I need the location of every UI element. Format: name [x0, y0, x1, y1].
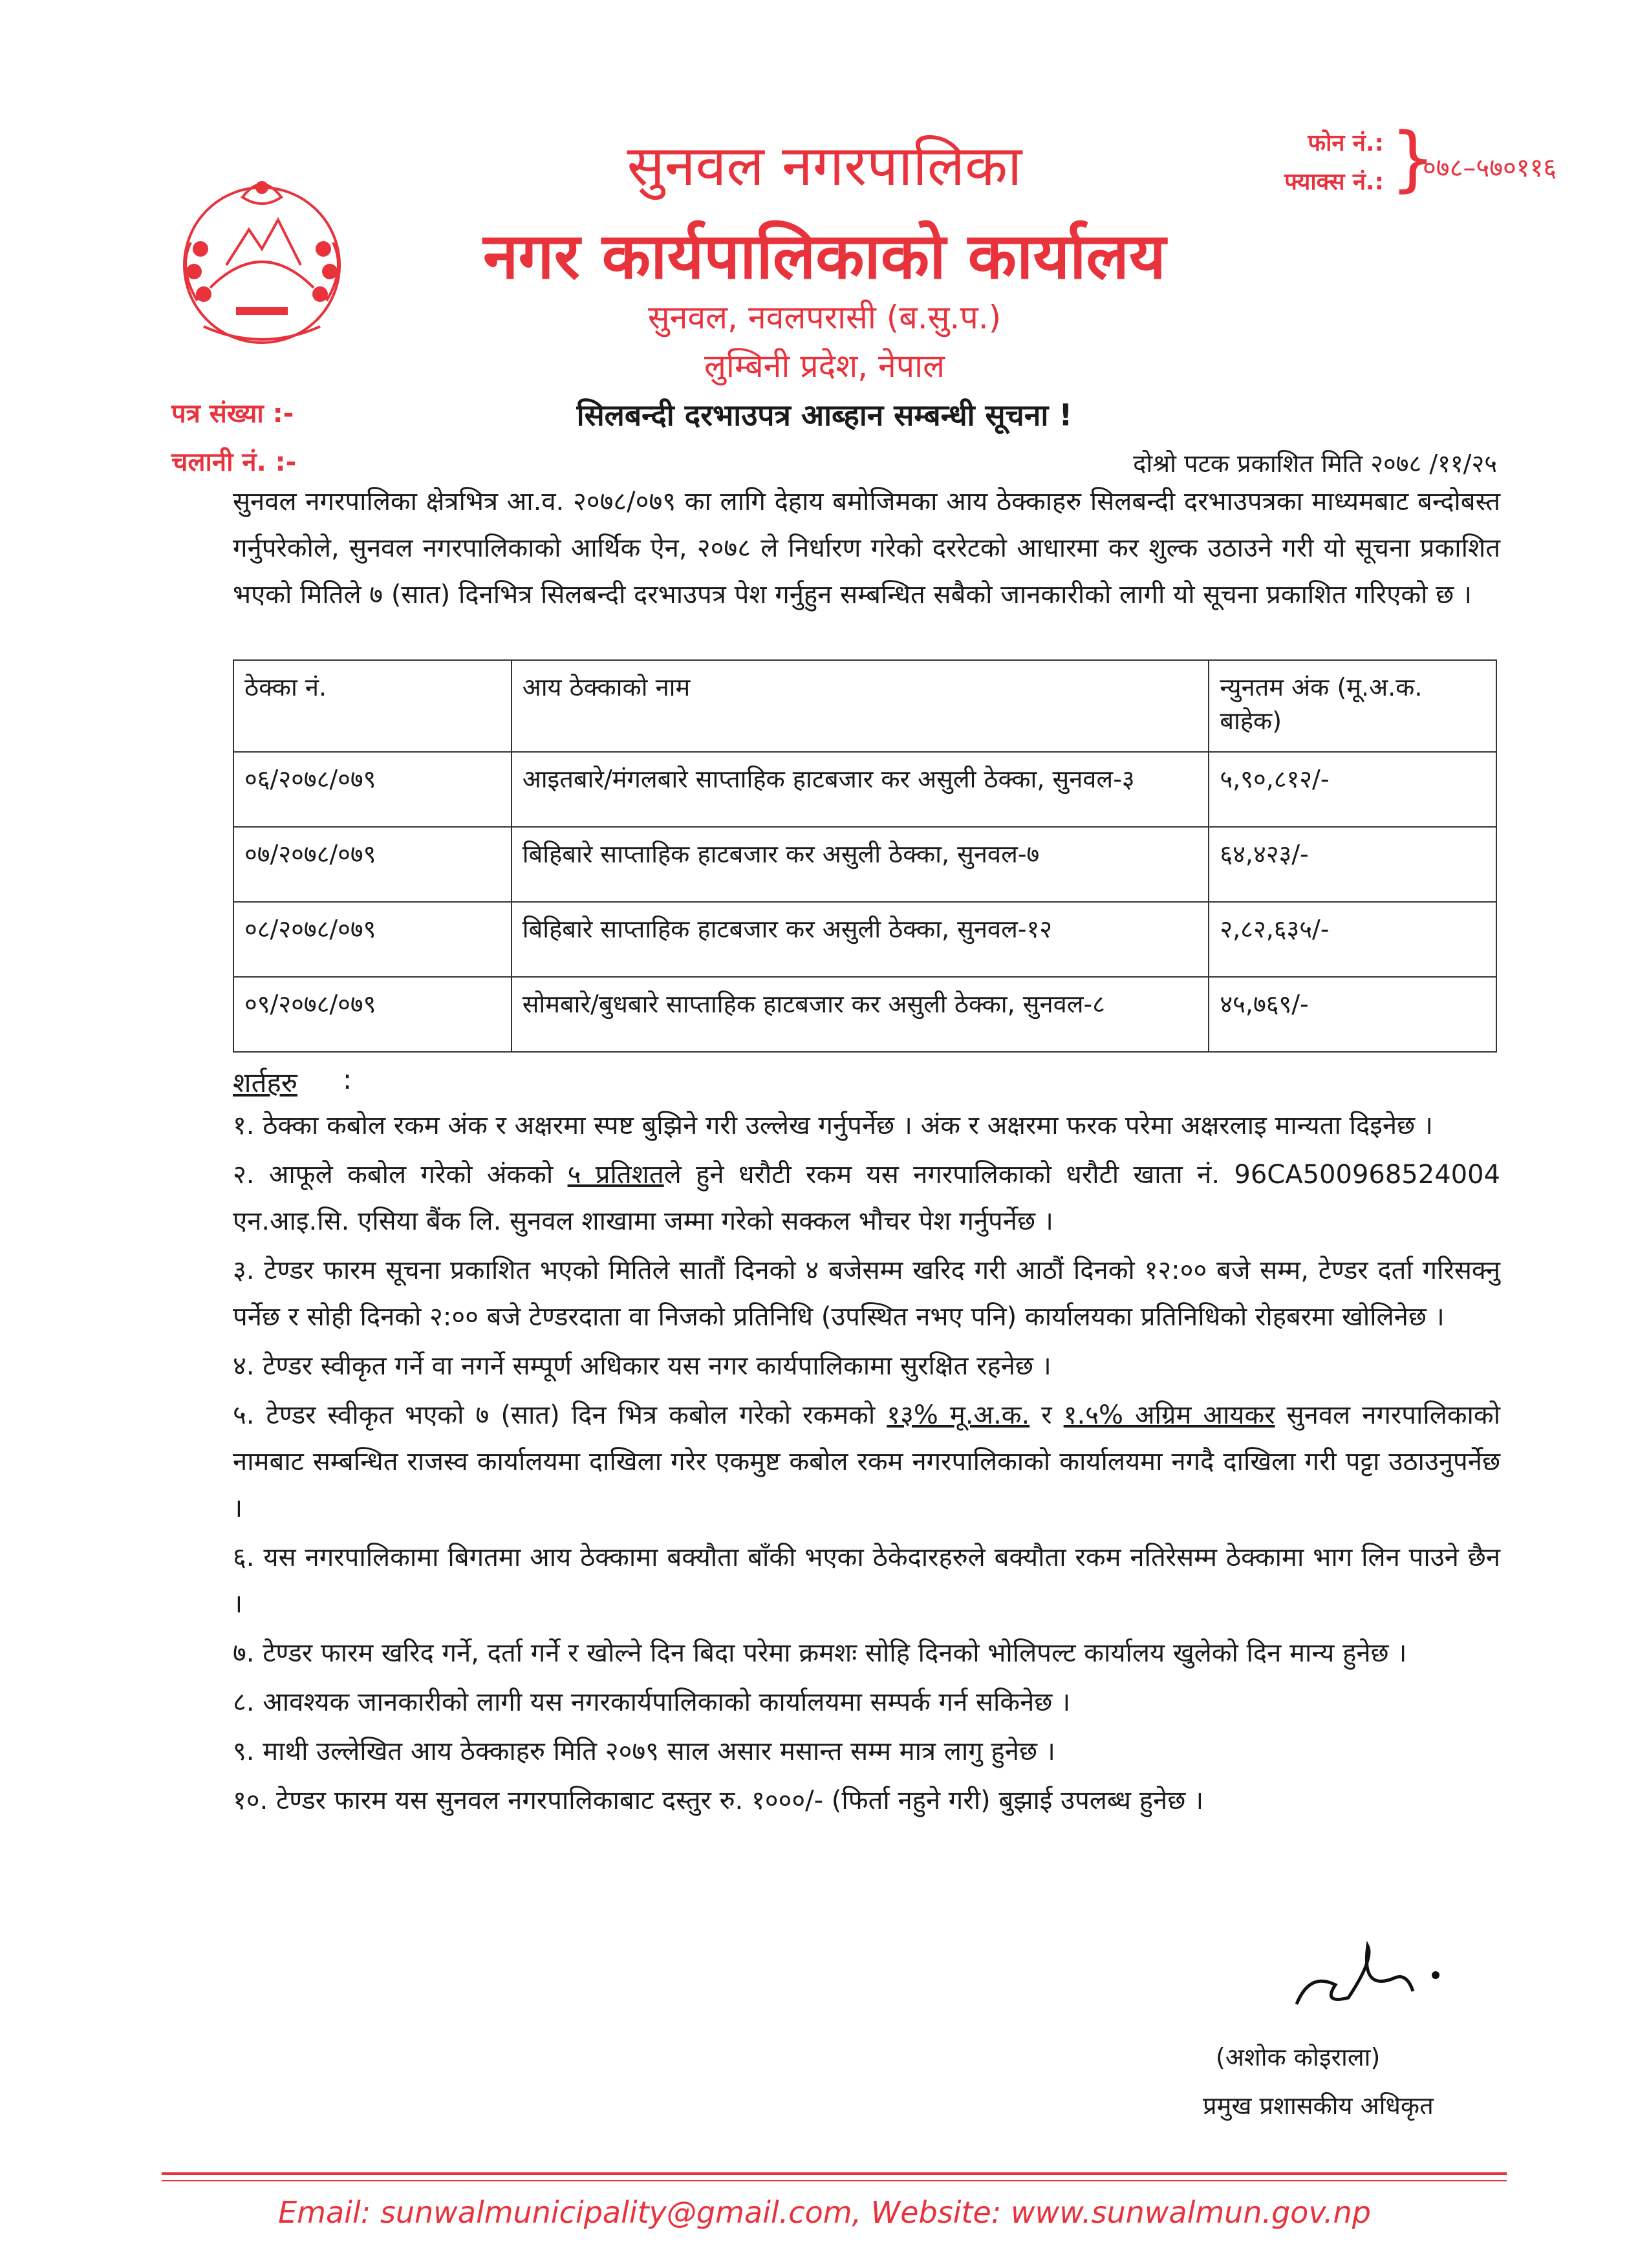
minimum-amount: ६४,४२३/-: [1209, 827, 1496, 902]
brace-icon: }: [1390, 117, 1436, 200]
conditions-list: [233, 1102, 1500, 1826]
contract-name: सोमबारे/बुधबारे साप्ताहिक हाटबजार कर असुली ठेक्का, सुनवल-८: [512, 977, 1209, 1052]
phone-label: फोन नं.:: [1308, 130, 1384, 156]
phone-number: ०७८–५७०११६: [1423, 153, 1557, 183]
minimum-amount: ४५,७६९/-: [1209, 977, 1496, 1052]
municipality-name: सुनवल नगरपालिका: [627, 134, 1022, 198]
table-row: [233, 827, 1496, 902]
intro-paragraph: सुनवल नगरपालिका क्षेत्रभित्र आ.व. २०७८/०७९ का लागि देहाय बमोजिमका आय ठेक्काहरु सिलबन्दी दरभाउपत्रका माध्यमबाट बन्दोबस्त गर्नुपरेकोले, सुनवल नगरपालिकाको आर्थिक ऐन, २०७८ ले निर्धारण गरेको दररेटको आधारमा कर शुल्क उठाउने गरी यो सूचना प्रकाशित भएको मितिले ७ (सात) दिनभित्र सिलबन्दी दरभाउपत्र पेश गर्नुहुन सम्बन्धित सबैको जानकारीको लागी यो सूचना प्रकाशित गरिएको छ ।: [233, 487, 1500, 610]
office-name: नगर कार्यपालिकाको कार्यालय: [483, 220, 1166, 294]
condition-9: ९. माथी उल्लेखित आय ठेक्काहरु मिति २०७९ साल असार मसान्त सम्म मात्र लागु हुनेछ ।: [233, 1737, 1055, 1766]
contracts-table: [233, 659, 1497, 1053]
footer-contact: Email: sunwalmunicipality@gmail.com, Website: www.sunwalmun.gov.np: [278, 2195, 1371, 2230]
published-date: दोश्रो पटक प्रकाशित मिति २०७८ /११/२५: [1133, 449, 1497, 478]
column-header: न्युनतम अंक (मू.अ.क. बाहेक): [1209, 660, 1496, 752]
column-header: आय ठेक्काको नाम: [512, 660, 1209, 752]
condition-5: [233, 1392, 1500, 1532]
notice-title: सिलबन्दी दरभाउपत्र आब्हान सम्बन्धी सूचना !: [576, 398, 1073, 433]
contract-name: बिहिबारे साप्ताहिक हाटबजार कर असुली ठेक्का, सुनवल-७: [512, 827, 1209, 902]
table-row: [233, 977, 1496, 1052]
contract-name: आइतबारे/मंगलबारे साप्ताहिक हाटबजार कर असुली ठेक्का, सुनवल-३: [512, 752, 1209, 827]
condition-1: १. ठेक्का कबोल रकम अंक र अक्षरमा स्पष्ट बुझिने गरी उल्लेख गर्नुपर्नेछ । अंक र अक्षरमा फरक परेमा अक्षरलाइ मान्यता दिइनेछ ।: [233, 1111, 1433, 1140]
condition-2-text: २. आफूले कबोल गरेको अंकको: [233, 1160, 568, 1190]
condition-2-underlined: ५ प्रतिशत: [567, 1160, 664, 1190]
condition-3: ३. टेण्डर फारम सूचना प्रकाशित भएको मितिले सातौं दिनको ४ बजेसम्म खरिद गरी आठौं दिनको १२:०० बजे सम्म, टेण्डर दर्ता गरिसक्नु पर्नेछ र सोही दिनको २:०० बजे टेण्डरदाता वा निजको प्रतिनिधि (उपस्थित नभए पनि) कार्यालयका प्रतिनिधिको रोहबरमा खोलिनेछ ।: [233, 1256, 1500, 1332]
conditions-heading: शर्तहरु: [233, 1067, 297, 1098]
minimum-amount: २,८२,६३५/-: [1209, 902, 1496, 977]
condition-5-text: ५. टेण्डर स्वीकृत भएको ७ (सात) दिन भित्र कबोल गरेको रकमको: [233, 1400, 887, 1430]
condition-7: ७. टेण्डर फारम खरिद गर्ने, दर्ता गर्ने र खोल्ने दिन बिदा परेमा क्रमशः सोहि दिनको भोलिपल्ट कार्यालय खुलेको दिन मान्य हुनेछ ।: [233, 1638, 1407, 1668]
condition-5-and: र: [1029, 1400, 1064, 1430]
table-row: [233, 752, 1496, 827]
signatory-name: (अशोक कोइराला): [1216, 2043, 1381, 2071]
address-line2: लुम्बिनी प्रदेश, नेपाल: [704, 347, 945, 385]
contract-no: ०९/२०७८/०७९: [233, 977, 512, 1052]
column-header: ठेक्का नं.: [233, 660, 512, 752]
contract-name: बिहिबारे साप्ताहिक हाटबजार कर असुली ठेक्का, सुनवल-१२: [512, 902, 1209, 977]
conditions-colon: :: [343, 1064, 352, 1095]
condition-5-text-rest: सुनवल नगरपालिकाको नामबाट सम्बन्धित राजस्व कार्यालयमा दाखिला गरेर एकमुष्ट कबोल रकम नगरपालिकाको कार्यालयमा नगदै दाखिला गरी पट्टा उठाउनुपर्नेछ ।: [233, 1400, 1500, 1523]
contract-no: ०७/२०७८/०७९: [233, 827, 512, 902]
condition-5-advance-tax: १.५% अग्रिम आयकर: [1063, 1400, 1275, 1430]
condition-6: ६. यस नगरपालिकामा बिगतमा आय ठेक्कामा बक्यौता बाँकी भएका ठेकेदारहरुले बक्यौता रकम नतिरेसम्म ठेक्कामा भाग लिन पाउने छैन ।: [233, 1543, 1500, 1619]
condition-5-vat: १३% मू.अ.क.: [887, 1400, 1030, 1430]
table-row: [233, 902, 1496, 977]
contract-no: ०८/२०७८/०७९: [233, 902, 512, 977]
condition-10: १०. टेण्डर फारम यस सुनवल नगरपालिकाबाट दस्तुर रु. १०००/- (फिर्ता नहुने गरी) बुझाई उपलब्ध हुनेछ ।: [233, 1786, 1204, 1815]
address-line1: सुनवल, नवलपरासी (ब.सु.प.): [647, 299, 1002, 336]
table-header-row: [233, 660, 1496, 752]
condition-2-text-rest: ले हुने धरौटी रकम यस नगरपालिकाको धरौटी खाता नं. 96CA500968524004 एन.आइ.सि. एसिया बैंक लि. सुनवल शाखामा जम्मा गरेको सक्कल भौचर पेश गर्नुपर्नेछ ।: [233, 1160, 1500, 1236]
condition-8: ८. आवश्यक जानकारीको लागी यस नगरकार्यपालिकाको कार्यालयमा सम्पर्क गर्न सकिनेछ ।: [233, 1687, 1071, 1717]
footer-rule-thin: [162, 2180, 1507, 2181]
contract-no: ०६/२०७८/०७९: [233, 752, 512, 827]
condition-4: ४. टेण्डर स्वीकृत गर्ने वा नगर्ने सम्पूर्ण अधिकार यस नगर कार्यपालिकामा सुरक्षित रहनेछ ।: [233, 1351, 1051, 1381]
letter-no-label: पत्र संख्या :-: [171, 399, 294, 429]
signatory-title: प्रमुख प्रशासकीय अधिकृत: [1203, 2091, 1434, 2120]
condition-2: [233, 1151, 1500, 1245]
footer-rule: [162, 2172, 1507, 2175]
fax-label: फ्याक्स नं.:: [1284, 169, 1384, 195]
signature-icon: [1284, 1933, 1452, 2024]
dispatch-no-label: चलानी नं. :-: [171, 447, 297, 477]
minimum-amount: ५,९०,८१२/-: [1209, 752, 1496, 827]
